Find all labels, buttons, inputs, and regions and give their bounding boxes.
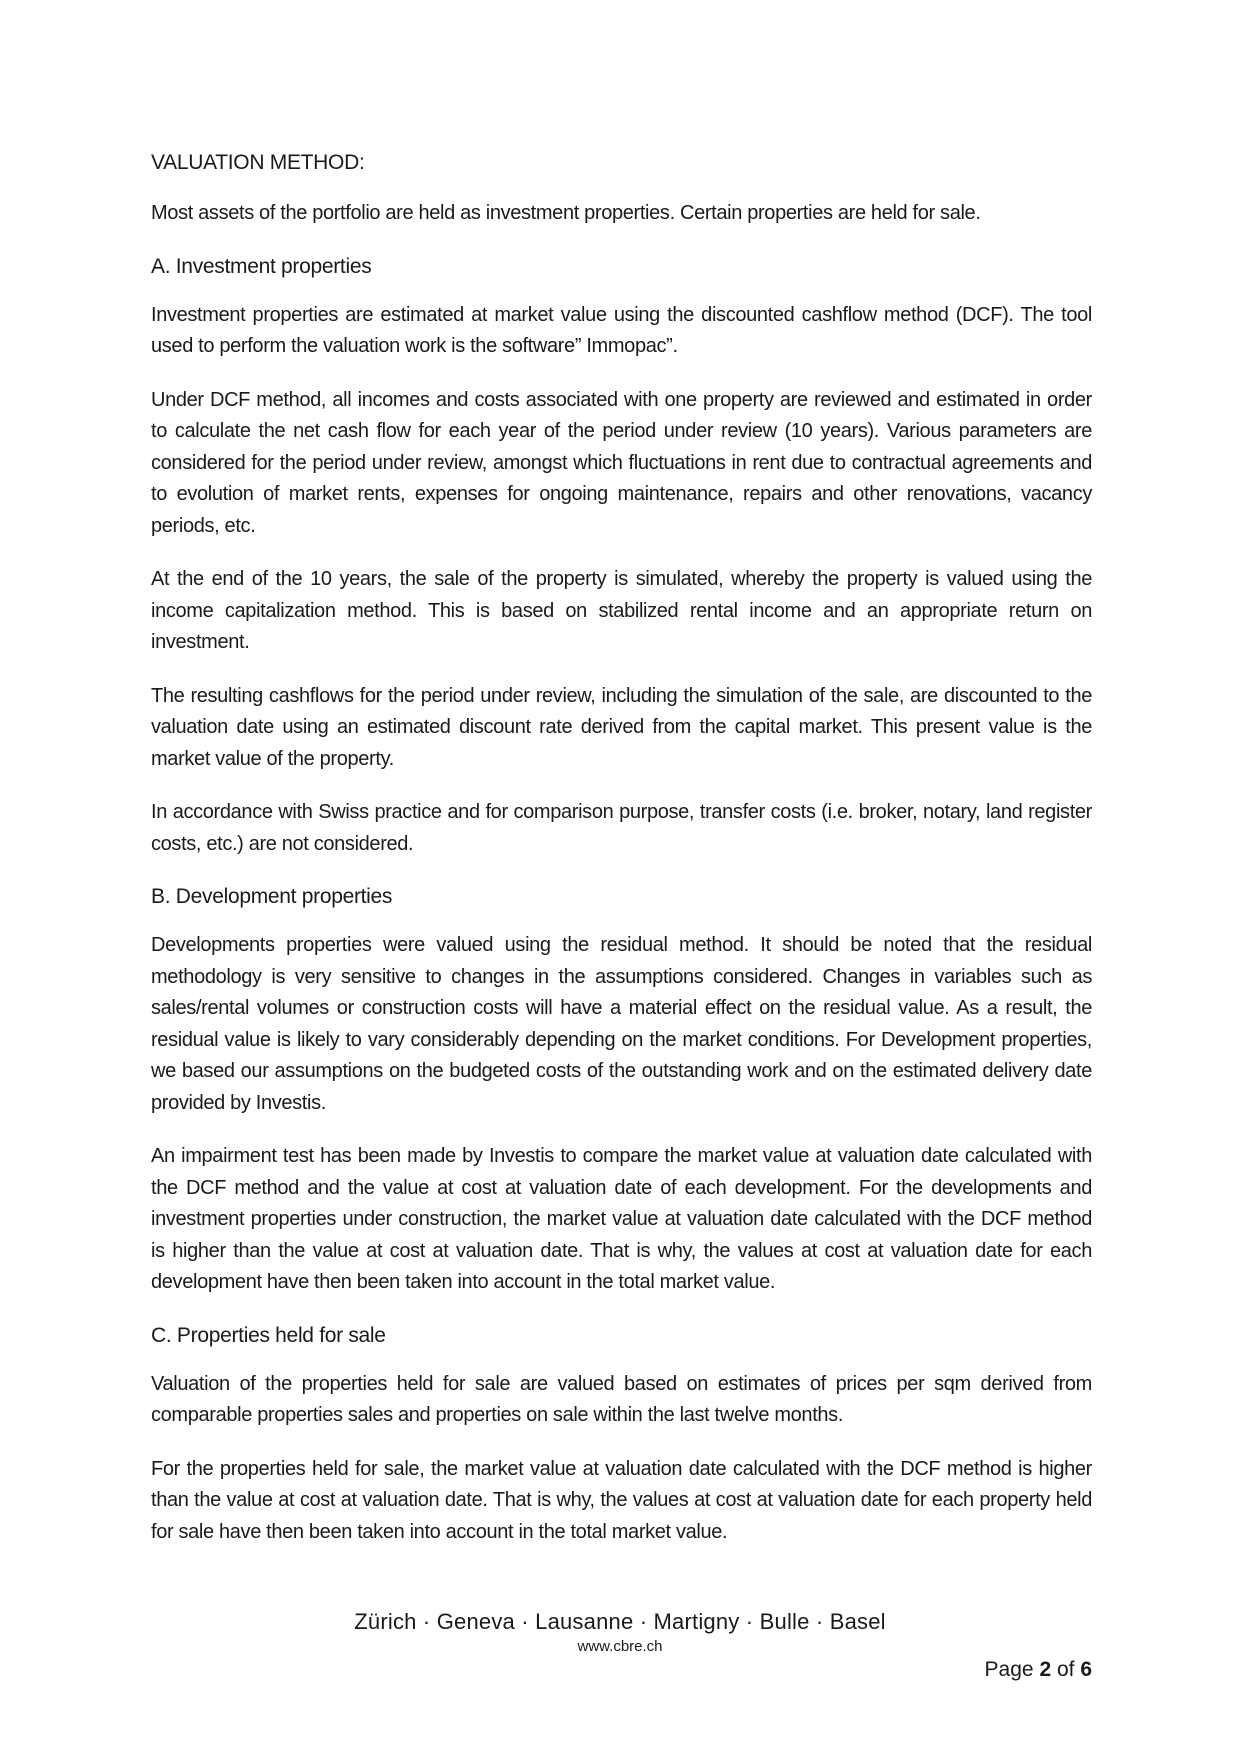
document-body: [151, 148, 1092, 1570]
section-properties-held-for-sale: [151, 1321, 1092, 1549]
page-total: 6: [1080, 1658, 1092, 1681]
page-title: VALUATION METHOD:: [151, 151, 365, 174]
paragraph: In accordance with Swiss practice and for comparison purpose, transfer costs (i.e. broker, notary, land register costs, etc.) are not considered.: [151, 801, 1092, 855]
section-heading: C. Properties held for sale: [151, 1323, 386, 1347]
section-investment-properties: [151, 252, 1092, 861]
section-heading: A. Investment properties: [151, 254, 372, 278]
footer-website-link[interactable]: www.cbre.ch: [577, 1638, 663, 1655]
page-of: of: [1051, 1658, 1081, 1681]
paragraph: At the end of the 10 years, the sale of the property is simulated, whereby the property is valued using the income capitalization method. This is based on stabilized rental income and an appropriate return on investment.: [151, 568, 1092, 653]
footer-cities: Zürich · Geneva · Lausanne · Martigny · Bulle · Basel: [354, 1609, 886, 1634]
paragraph: Investment properties are estimated at market value using the discounted cashflow method (DCF). The tool used to perform the valuation work is the software” Immopac”.: [151, 303, 1092, 357]
paragraph: For the properties held for sale, the market value at valuation date calculated with the DCF method is higher than the value at cost at valuation date. That is why, the values at cost at valuation date for each property held for sale have then been taken into account in the total market value.: [151, 1457, 1092, 1543]
page-number: [985, 1656, 1092, 1684]
paragraph: The resulting cashflows for the period under review, including the simulation of the sale, are discounted to the valuation date using an estimated discount rate derived from the capital market. This present value is the market value of the property.: [151, 684, 1092, 770]
page-prefix: Page: [984, 1658, 1040, 1681]
paragraph: An impairment test has been made by Investis to compare the market value at valuation date calculated with the DCF method and the value at cost at valuation date of each development. For the developments and investment properties under construction, the market value at valuation date calculated with the DCF method is higher than the value at cost at valuation date. That is why, the values at cost at valuation date for each development have then been taken into account in the total market value.: [151, 1145, 1092, 1293]
paragraph: Under DCF method, all incomes and costs associated with one property are reviewed and estimated in order to calculate the net cash flow for each year of the period under review (10 years). Various parameters are considered for the period under review, amongst which fluctuations in rent due to contractual agreements and to evolution of market rents, expenses for ongoing maintenance, repairs and other renovations, vacancy periods, etc.: [151, 388, 1092, 537]
paragraph: Valuation of the properties held for sale are valued based on estimates of prices per sqm derived from comparable properties sales and properties on sale within the last twelve months.: [151, 1372, 1092, 1426]
page-current: 2: [1039, 1658, 1052, 1681]
page-footer: [0, 1608, 1240, 1658]
paragraph: Developments properties were valued using the residual method. It should be noted that the residual methodology is very sensitive to changes in the assumptions considered. Changes in variables such as sales/rental volumes or construction costs will have a material effect on the residual value. As a result, the residual value is likely to vary considerably depending on the market conditions. For Development properties, we based our assumptions on the budgeted costs of the outstanding work and on the estimated delivery date provided by Investis.: [151, 934, 1092, 1114]
section-development-properties: [151, 882, 1092, 1299]
intro-paragraph: Most assets of the portfolio are held as investment properties. Certain properties are held for sale.: [151, 202, 981, 224]
section-heading: B. Development properties: [151, 885, 393, 908]
